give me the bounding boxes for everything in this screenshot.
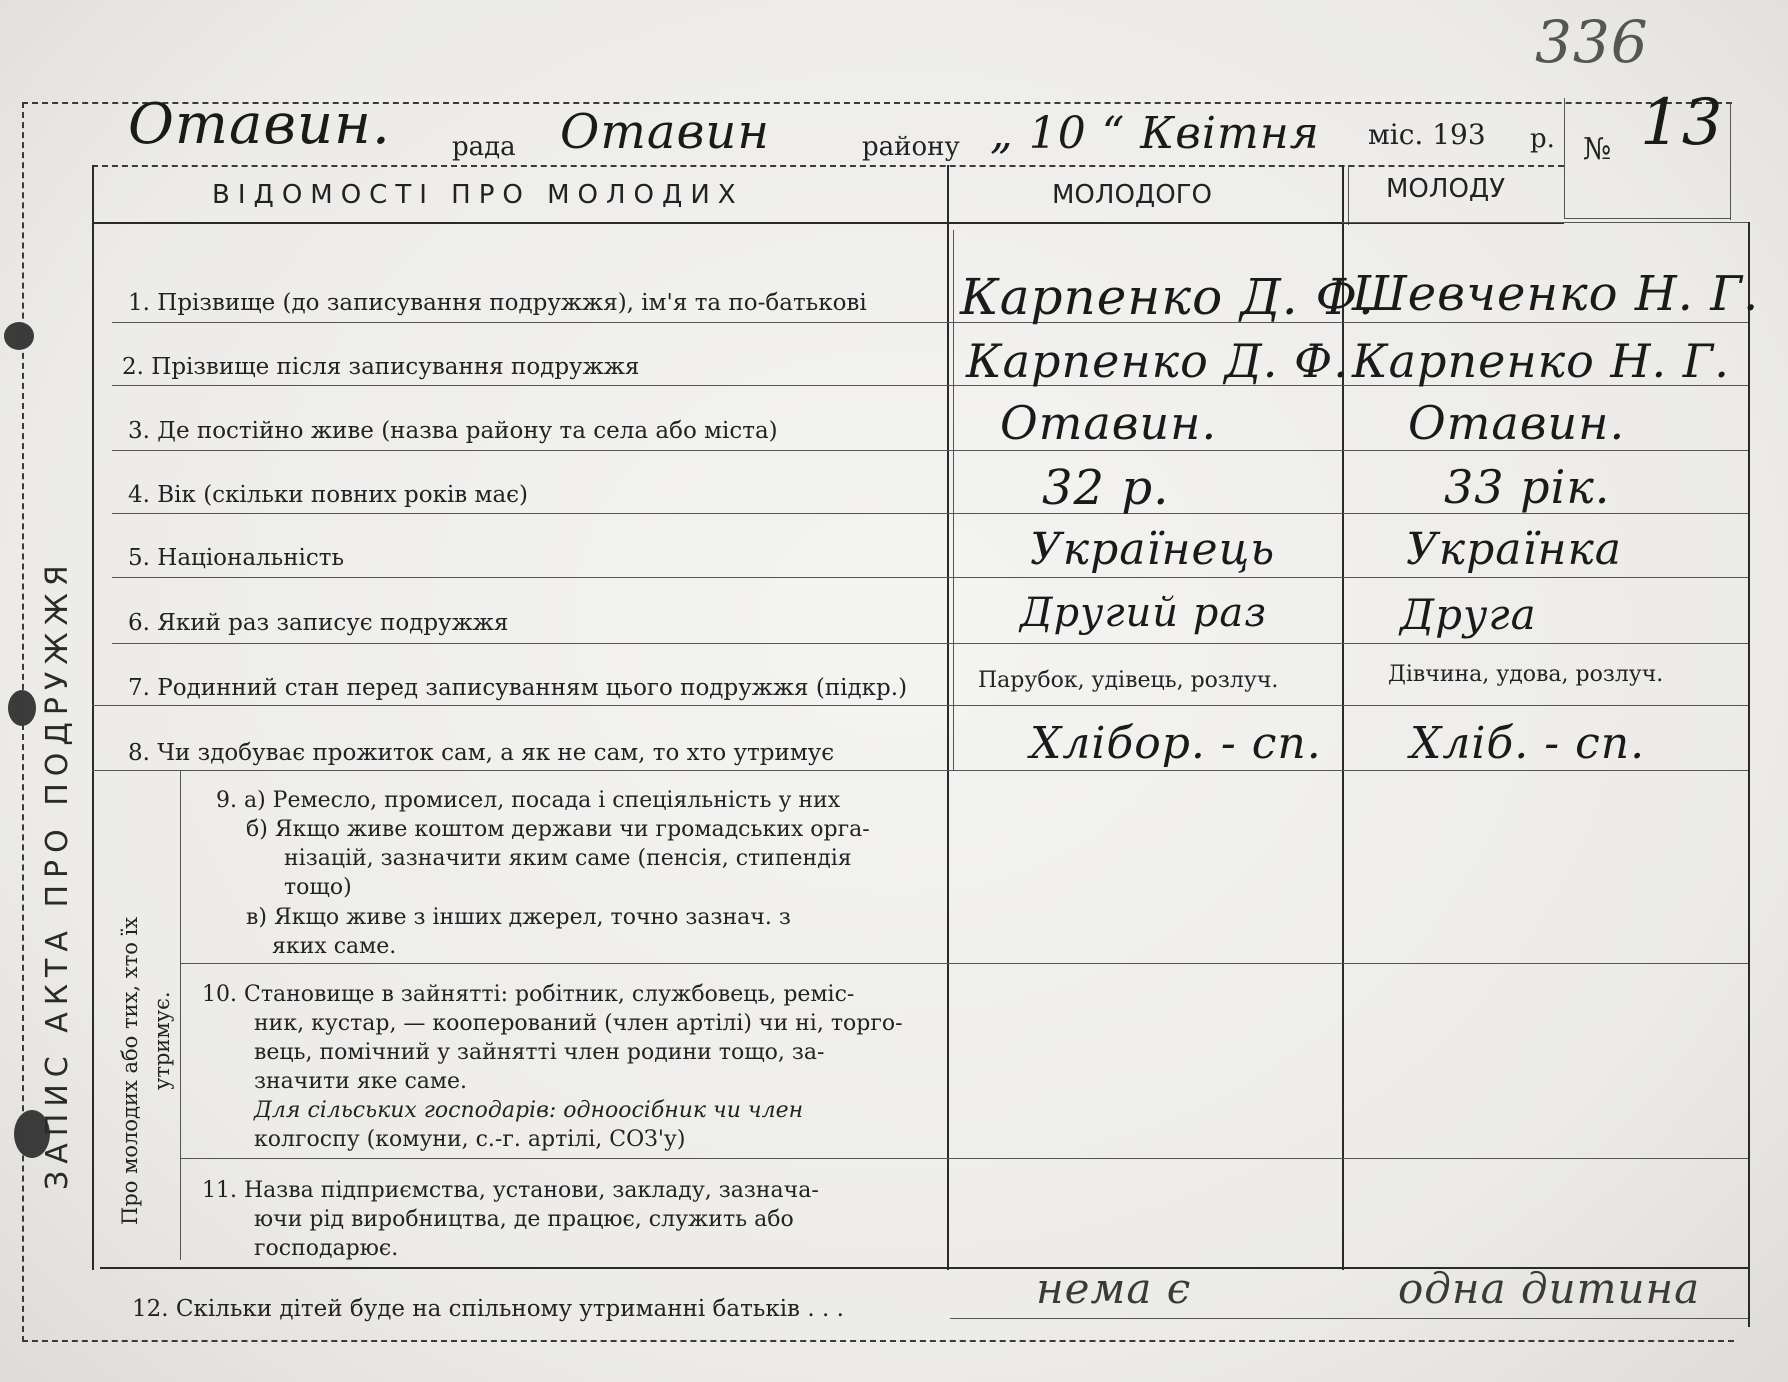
archive-mark: 336	[1535, 8, 1649, 76]
header-bottom-line-2	[1342, 222, 1748, 223]
item12-groom: нема є	[1036, 1264, 1192, 1313]
column-divider-2	[1342, 165, 1344, 1270]
bride-value-1: Шевченко Н. Г.	[1352, 266, 1760, 322]
row-label-4: 4. Вік (скільки повних років має)	[128, 482, 529, 508]
frame-right-line	[1730, 102, 1731, 220]
groom-value-2: Карпенко Д. Ф.	[966, 334, 1349, 388]
column-divider-1b	[953, 230, 954, 770]
frame-bottom-line	[22, 1340, 1734, 1342]
item11-l3: господарює.	[254, 1236, 399, 1261]
bride-value-4: 33 рік.	[1444, 460, 1611, 514]
side-group-line2: утримує.	[150, 991, 174, 1090]
column-header-info: ВІДОМОСТІ ПРО МОЛОДИХ	[212, 180, 744, 210]
row-label-7: 7. Родинний стан перед записуванням цього подружжя (підкр.)	[128, 675, 908, 701]
number-box-left	[1564, 98, 1565, 218]
row-line	[92, 705, 1748, 706]
row-line	[112, 643, 1748, 644]
item9-b2: нізацій, зазначити яким саме (пенсія, стипендія	[284, 846, 852, 871]
groom-value-8: Хлібор. - сп.	[1030, 718, 1322, 769]
groom-value-4: 32 р.	[1042, 460, 1170, 516]
item10-l5: Для сільських господарів: одноосібник чи член	[254, 1098, 804, 1123]
row-line	[950, 1318, 1748, 1319]
item10-l2: ник, кустар, — кооперований (член артілі) чи ні, торго-	[254, 1011, 903, 1036]
item10-l6: колгоспу (комуни, с.-г. артілі, СОЗ'у)	[254, 1127, 686, 1152]
item9-a: 9. а) Ремесло, промисел, посада і спеціяльність у них	[216, 788, 841, 813]
row-line	[180, 963, 1748, 964]
raion-handwritten: Отавин	[560, 104, 770, 160]
number-handwritten: 13	[1640, 86, 1724, 160]
row-line	[112, 322, 1748, 323]
year-suffix: р.	[1530, 124, 1555, 154]
number-box-bottom	[1564, 218, 1730, 219]
row-label-3: 3. Де постійно живе (назва району та села або міста)	[128, 418, 778, 444]
table-right-border	[1748, 222, 1750, 1327]
item9-b1: б) Якщо живе коштом держави чи громадських орга-	[246, 817, 870, 842]
bride-value-3: Отавин.	[1408, 396, 1626, 450]
raion-label: району	[862, 132, 960, 162]
groom-value-5: Українець	[1030, 524, 1276, 575]
item10-l1: 10. Становище в зайнятті: робітник, службовець, реміс-	[202, 982, 855, 1007]
row-label-8: 8. Чи здобуває прожиток сам, а як не сам, то хто утримує	[128, 740, 835, 766]
frame-left-line	[22, 102, 24, 1342]
rada-handwritten: Отавин.	[128, 92, 391, 157]
item9-c1: в) Якщо живе з інших джерел, точно зазнач. з	[246, 905, 791, 930]
column-divider-1	[947, 165, 949, 1270]
item10-l3: вець, помічний у зайнятті член родини тощо, за-	[254, 1040, 825, 1065]
item9-b3: тощо)	[284, 875, 352, 900]
row-label-2: 2. Прізвище після записування подружжя	[122, 354, 640, 380]
row-line	[112, 577, 1748, 578]
item11-l2: ючи рід виробництва, де працює, служить або	[254, 1207, 794, 1232]
groom-value-6: Другий раз	[1020, 590, 1268, 636]
row-line	[92, 770, 1748, 771]
row-line	[112, 450, 1748, 451]
row-label-5: 5. Національність	[128, 545, 345, 571]
column-divider-2b	[1348, 165, 1349, 225]
side-title: ЗАПИС АКТА ПРО ПОДРУЖЖЯ	[40, 558, 75, 1190]
bride-value-8: Хліб. - сп.	[1410, 718, 1646, 769]
row-label-1: 1. Прізвище (до записування подружжя), ім'я та по-батькові	[128, 290, 867, 316]
groom-value-7: Парубок, удівець, розлуч.	[978, 668, 1279, 693]
row-label-6: 6. Який раз записує подружжя	[128, 610, 509, 636]
row-line	[180, 1158, 1748, 1159]
column-header-bride: МОЛОДУ	[1386, 174, 1506, 204]
rada-label: рада	[452, 132, 516, 162]
bride-value-2: Карпенко Н. Г.	[1352, 334, 1730, 388]
side-group-divider	[180, 770, 181, 1260]
number-label: №	[1583, 132, 1612, 167]
bride-value-7: Дівчина, удова, розлуч.	[1388, 662, 1664, 687]
bride-value-5: Українка	[1406, 524, 1623, 575]
column-header-groom: МОЛОДОГО	[1052, 180, 1213, 210]
groom-value-1: Карпенко Д. Ф.	[960, 268, 1375, 326]
item12-label: 12. Скільки дітей буде на спільному утриманні батьків . . .	[132, 1296, 844, 1322]
item11-l1: 11. Назва підприємства, установи, закладу, зазнача-	[202, 1178, 819, 1203]
groom-value-3: Отавин.	[1000, 396, 1218, 450]
bride-value-6: Друга	[1400, 590, 1537, 639]
date-handwritten: „ 10 “ Квітня	[990, 108, 1320, 159]
side-group-line1: Про молодих або тих, хто їх	[118, 916, 142, 1225]
item9-c2: яких саме.	[272, 934, 397, 959]
table-left-border	[92, 165, 94, 1270]
month-label: міс. 193	[1368, 118, 1486, 151]
item10-l4: значити яке саме.	[254, 1069, 468, 1094]
stain-mark	[4, 322, 34, 350]
item12-bride: одна дитина	[1398, 1264, 1701, 1313]
